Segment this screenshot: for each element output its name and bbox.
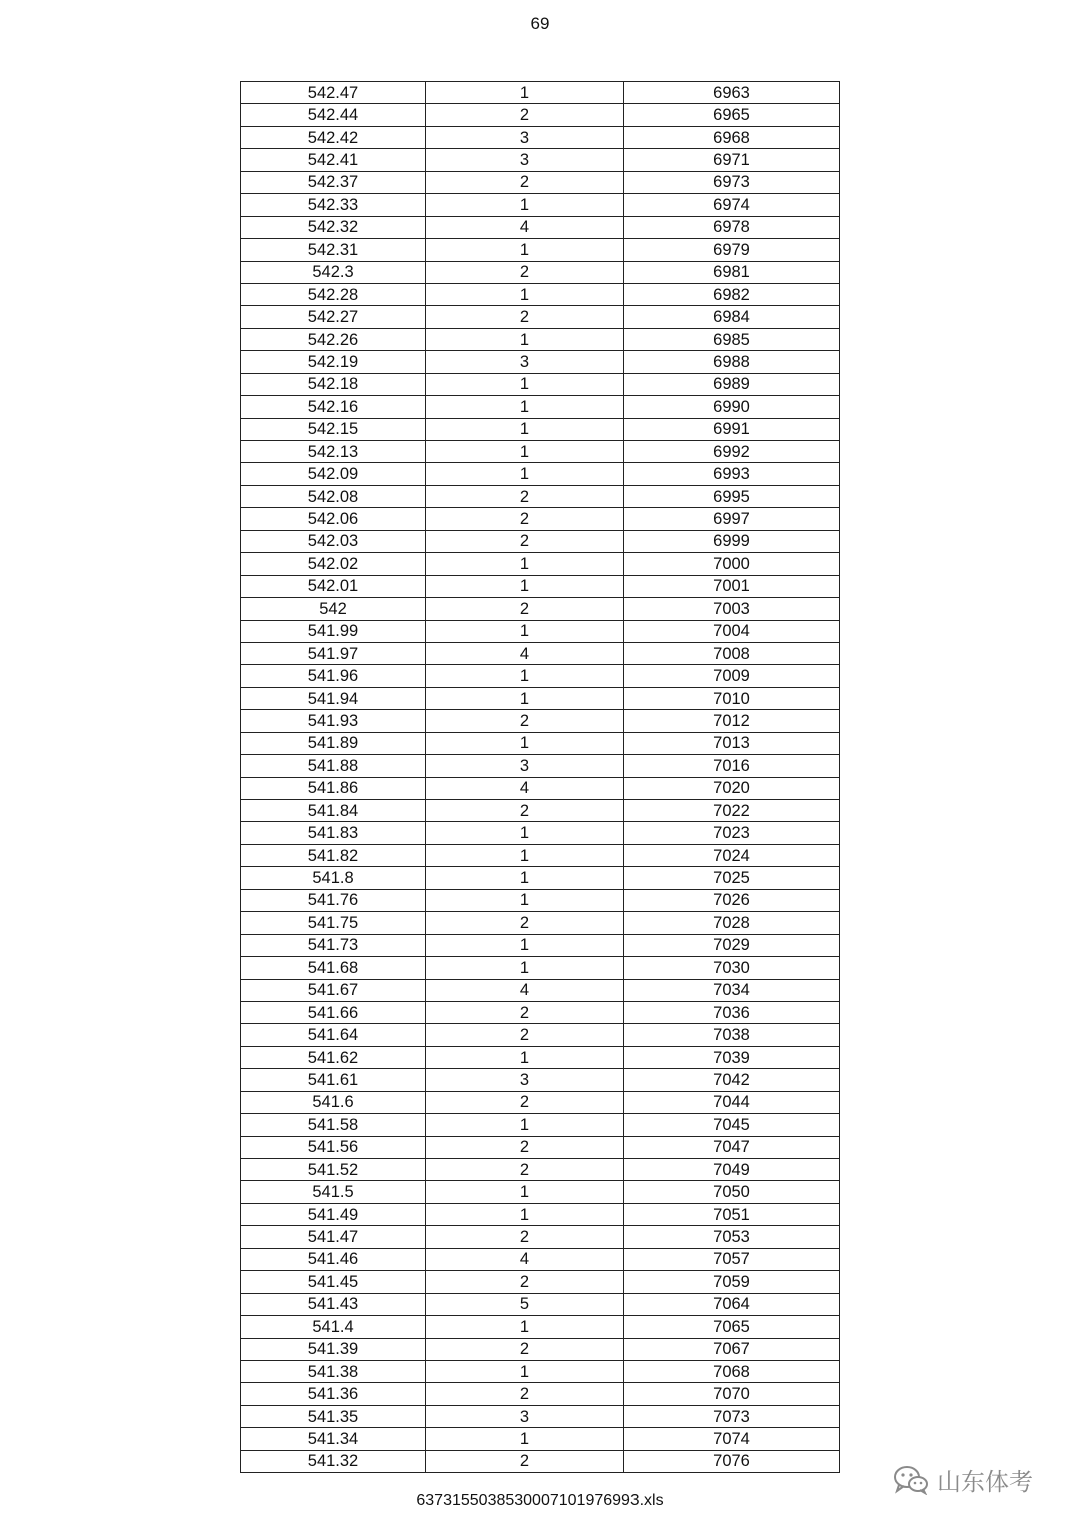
cumulative-cell: 7003 bbox=[624, 598, 840, 620]
cumulative-cell: 7000 bbox=[624, 553, 840, 575]
score-cell: 541.96 bbox=[241, 665, 426, 687]
score-cell: 541.76 bbox=[241, 889, 426, 911]
score-cell: 541.5 bbox=[241, 1181, 426, 1203]
watermark bbox=[893, 1462, 1033, 1497]
count-cell: 2 bbox=[426, 1136, 624, 1158]
count-cell: 1 bbox=[426, 1428, 624, 1450]
count-cell: 3 bbox=[426, 126, 624, 148]
table-row bbox=[241, 82, 840, 104]
cumulative-cell: 7064 bbox=[624, 1293, 840, 1315]
table-row bbox=[241, 732, 840, 754]
count-cell: 2 bbox=[426, 1226, 624, 1248]
watermark-text: 山东体考 bbox=[937, 1468, 1033, 1496]
table-row bbox=[241, 441, 840, 463]
cumulative-cell: 7012 bbox=[624, 710, 840, 732]
score-cell: 542.3 bbox=[241, 261, 426, 283]
cumulative-cell: 7057 bbox=[624, 1248, 840, 1270]
table-row bbox=[241, 934, 840, 956]
table-row bbox=[241, 396, 840, 418]
score-cell: 542.32 bbox=[241, 216, 426, 238]
score-cell: 541.47 bbox=[241, 1226, 426, 1248]
cumulative-cell: 6982 bbox=[624, 283, 840, 305]
cumulative-cell: 7068 bbox=[624, 1360, 840, 1382]
cumulative-cell: 6974 bbox=[624, 194, 840, 216]
score-cell: 541.75 bbox=[241, 912, 426, 934]
count-cell: 1 bbox=[426, 283, 624, 305]
score-cell: 542.19 bbox=[241, 351, 426, 373]
table-row bbox=[241, 957, 840, 979]
score-cell: 542.28 bbox=[241, 283, 426, 305]
cumulative-cell: 7009 bbox=[624, 665, 840, 687]
table-row bbox=[241, 1024, 840, 1046]
count-cell: 4 bbox=[426, 777, 624, 799]
table-row bbox=[241, 777, 840, 799]
count-cell: 1 bbox=[426, 194, 624, 216]
table-row bbox=[241, 710, 840, 732]
count-cell: 1 bbox=[426, 1203, 624, 1225]
cumulative-cell: 7023 bbox=[624, 822, 840, 844]
table-row bbox=[241, 1046, 840, 1068]
table-row bbox=[241, 261, 840, 283]
score-cell: 541.45 bbox=[241, 1271, 426, 1293]
cumulative-cell: 7059 bbox=[624, 1271, 840, 1293]
count-cell: 1 bbox=[426, 889, 624, 911]
cumulative-cell: 6984 bbox=[624, 306, 840, 328]
count-cell: 2 bbox=[426, 104, 624, 126]
score-cell: 541.61 bbox=[241, 1069, 426, 1091]
cumulative-cell: 7042 bbox=[624, 1069, 840, 1091]
count-cell: 4 bbox=[426, 979, 624, 1001]
table-row bbox=[241, 1203, 840, 1225]
score-cell: 541.88 bbox=[241, 755, 426, 777]
footer-filename: 637315503853000710197699З.xls bbox=[416, 1492, 664, 1509]
table-row bbox=[241, 1114, 840, 1136]
score-cell: 541.46 bbox=[241, 1248, 426, 1270]
cumulative-cell: 6973 bbox=[624, 171, 840, 193]
cumulative-cell: 6999 bbox=[624, 530, 840, 552]
cumulative-cell: 7022 bbox=[624, 800, 840, 822]
cumulative-cell: 6988 bbox=[624, 351, 840, 373]
cumulative-cell: 6979 bbox=[624, 239, 840, 261]
cumulative-cell: 7010 bbox=[624, 687, 840, 709]
score-cell: 541.89 bbox=[241, 732, 426, 754]
table-row bbox=[241, 1226, 840, 1248]
count-cell: 1 bbox=[426, 844, 624, 866]
table-row bbox=[241, 844, 840, 866]
count-cell: 1 bbox=[426, 575, 624, 597]
score-cell: 541.62 bbox=[241, 1046, 426, 1068]
table-row bbox=[241, 642, 840, 664]
count-cell: 2 bbox=[426, 261, 624, 283]
score-table bbox=[240, 81, 840, 1473]
cumulative-cell: 6981 bbox=[624, 261, 840, 283]
score-cell: 541.67 bbox=[241, 979, 426, 1001]
count-cell: 1 bbox=[426, 328, 624, 350]
table-row bbox=[241, 822, 840, 844]
score-cell: 541.68 bbox=[241, 957, 426, 979]
score-cell: 541.66 bbox=[241, 1001, 426, 1023]
count-cell: 2 bbox=[426, 508, 624, 530]
count-cell: 5 bbox=[426, 1293, 624, 1315]
cumulative-cell: 7038 bbox=[624, 1024, 840, 1046]
score-cell: 542.37 bbox=[241, 171, 426, 193]
cumulative-cell: 7051 bbox=[624, 1203, 840, 1225]
cumulative-cell: 7073 bbox=[624, 1405, 840, 1427]
cumulative-cell: 7013 bbox=[624, 732, 840, 754]
cumulative-cell: 6978 bbox=[624, 216, 840, 238]
score-cell: 541.6 bbox=[241, 1091, 426, 1113]
cumulative-cell: 7024 bbox=[624, 844, 840, 866]
cumulative-cell: 6968 bbox=[624, 126, 840, 148]
table-row bbox=[241, 1159, 840, 1181]
cumulative-cell: 6989 bbox=[624, 373, 840, 395]
table-body bbox=[241, 82, 840, 1473]
score-cell: 542.02 bbox=[241, 553, 426, 575]
score-cell: 542.44 bbox=[241, 104, 426, 126]
cumulative-cell: 7029 bbox=[624, 934, 840, 956]
cumulative-cell: 7034 bbox=[624, 979, 840, 1001]
table-row bbox=[241, 1360, 840, 1382]
count-cell: 2 bbox=[426, 800, 624, 822]
cumulative-cell: 7067 bbox=[624, 1338, 840, 1360]
score-cell: 541.93 bbox=[241, 710, 426, 732]
table-row bbox=[241, 755, 840, 777]
table-row bbox=[241, 508, 840, 530]
table-row bbox=[241, 171, 840, 193]
table-row bbox=[241, 1316, 840, 1338]
table-row bbox=[241, 1001, 840, 1023]
score-cell: 541.35 bbox=[241, 1405, 426, 1427]
cumulative-cell: 6990 bbox=[624, 396, 840, 418]
table-row bbox=[241, 149, 840, 171]
table-row bbox=[241, 1405, 840, 1427]
cumulative-cell: 7053 bbox=[624, 1226, 840, 1248]
table-row bbox=[241, 575, 840, 597]
score-cell: 541.84 bbox=[241, 800, 426, 822]
score-cell: 541.52 bbox=[241, 1159, 426, 1181]
cumulative-cell: 7049 bbox=[624, 1159, 840, 1181]
count-cell: 1 bbox=[426, 1360, 624, 1382]
score-cell: 541.99 bbox=[241, 620, 426, 642]
count-cell: 2 bbox=[426, 1091, 624, 1113]
score-cell: 542.18 bbox=[241, 373, 426, 395]
table-row bbox=[241, 687, 840, 709]
score-cell: 541.49 bbox=[241, 1203, 426, 1225]
score-cell: 541.39 bbox=[241, 1338, 426, 1360]
table-row bbox=[241, 889, 840, 911]
score-cell: 541.73 bbox=[241, 934, 426, 956]
table-row bbox=[241, 373, 840, 395]
count-cell: 1 bbox=[426, 441, 624, 463]
score-cell: 542.47 bbox=[241, 82, 426, 104]
count-cell: 1 bbox=[426, 687, 624, 709]
score-cell: 541.43 bbox=[241, 1293, 426, 1315]
score-cell: 541.58 bbox=[241, 1114, 426, 1136]
count-cell: 1 bbox=[426, 239, 624, 261]
count-cell: 1 bbox=[426, 822, 624, 844]
table-row bbox=[241, 328, 840, 350]
cumulative-cell: 6997 bbox=[624, 508, 840, 530]
cumulative-cell: 7047 bbox=[624, 1136, 840, 1158]
cumulative-cell: 7001 bbox=[624, 575, 840, 597]
score-cell: 542.03 bbox=[241, 530, 426, 552]
count-cell: 2 bbox=[426, 710, 624, 732]
table-row bbox=[241, 1271, 840, 1293]
count-cell: 3 bbox=[426, 755, 624, 777]
table-row bbox=[241, 530, 840, 552]
table-row bbox=[241, 463, 840, 485]
score-cell: 542.01 bbox=[241, 575, 426, 597]
score-cell: 541.82 bbox=[241, 844, 426, 866]
score-cell: 541.8 bbox=[241, 867, 426, 889]
score-cell: 541.32 bbox=[241, 1450, 426, 1472]
count-cell: 2 bbox=[426, 598, 624, 620]
count-cell: 3 bbox=[426, 149, 624, 171]
score-cell: 541.86 bbox=[241, 777, 426, 799]
score-cell: 541.34 bbox=[241, 1428, 426, 1450]
cumulative-cell: 7036 bbox=[624, 1001, 840, 1023]
count-cell: 1 bbox=[426, 1181, 624, 1203]
table-row bbox=[241, 979, 840, 1001]
count-cell: 1 bbox=[426, 396, 624, 418]
score-cell: 542.41 bbox=[241, 149, 426, 171]
count-cell: 2 bbox=[426, 171, 624, 193]
score-cell: 541.36 bbox=[241, 1383, 426, 1405]
count-cell: 2 bbox=[426, 1338, 624, 1360]
cumulative-cell: 7065 bbox=[624, 1316, 840, 1338]
cumulative-cell: 7074 bbox=[624, 1428, 840, 1450]
count-cell: 1 bbox=[426, 1046, 624, 1068]
table-row bbox=[241, 620, 840, 642]
table-row bbox=[241, 1069, 840, 1091]
count-cell: 1 bbox=[426, 463, 624, 485]
count-cell: 1 bbox=[426, 418, 624, 440]
score-cell: 542.27 bbox=[241, 306, 426, 328]
score-cell: 542.06 bbox=[241, 508, 426, 530]
count-cell: 2 bbox=[426, 1024, 624, 1046]
table-row bbox=[241, 1383, 840, 1405]
count-cell: 1 bbox=[426, 620, 624, 642]
table-row bbox=[241, 553, 840, 575]
table-row bbox=[241, 1428, 840, 1450]
count-cell: 1 bbox=[426, 82, 624, 104]
table-row bbox=[241, 1338, 840, 1360]
table-row bbox=[241, 1248, 840, 1270]
cumulative-cell: 6963 bbox=[624, 82, 840, 104]
score-cell: 542.33 bbox=[241, 194, 426, 216]
score-cell: 542.26 bbox=[241, 328, 426, 350]
table-row bbox=[241, 1091, 840, 1113]
cumulative-cell: 7016 bbox=[624, 755, 840, 777]
count-cell: 2 bbox=[426, 1001, 624, 1023]
table-row bbox=[241, 912, 840, 934]
table-row bbox=[241, 126, 840, 148]
count-cell: 1 bbox=[426, 373, 624, 395]
table-row bbox=[241, 351, 840, 373]
count-cell: 1 bbox=[426, 934, 624, 956]
cumulative-cell: 7044 bbox=[624, 1091, 840, 1113]
count-cell: 1 bbox=[426, 867, 624, 889]
count-cell: 2 bbox=[426, 306, 624, 328]
table-row bbox=[241, 867, 840, 889]
count-cell: 2 bbox=[426, 1159, 624, 1181]
table-row bbox=[241, 216, 840, 238]
cumulative-cell: 7008 bbox=[624, 642, 840, 664]
cumulative-cell: 7020 bbox=[624, 777, 840, 799]
count-cell: 4 bbox=[426, 1248, 624, 1270]
cumulative-cell: 7070 bbox=[624, 1383, 840, 1405]
cumulative-cell: 6993 bbox=[624, 463, 840, 485]
score-cell: 542.31 bbox=[241, 239, 426, 261]
score-cell: 541.64 bbox=[241, 1024, 426, 1046]
cumulative-cell: 7050 bbox=[624, 1181, 840, 1203]
count-cell: 2 bbox=[426, 530, 624, 552]
table-row bbox=[241, 418, 840, 440]
score-cell: 541.38 bbox=[241, 1360, 426, 1382]
cumulative-cell: 7028 bbox=[624, 912, 840, 934]
score-cell: 542.15 bbox=[241, 418, 426, 440]
cumulative-cell: 6971 bbox=[624, 149, 840, 171]
count-cell: 1 bbox=[426, 732, 624, 754]
table-row bbox=[241, 306, 840, 328]
count-cell: 4 bbox=[426, 216, 624, 238]
cumulative-cell: 7004 bbox=[624, 620, 840, 642]
score-cell: 542.42 bbox=[241, 126, 426, 148]
table-row bbox=[241, 1181, 840, 1203]
score-cell: 541.4 bbox=[241, 1316, 426, 1338]
count-cell: 2 bbox=[426, 485, 624, 507]
count-cell: 2 bbox=[426, 1450, 624, 1472]
count-cell: 3 bbox=[426, 1069, 624, 1091]
score-cell: 542.08 bbox=[241, 485, 426, 507]
table-row bbox=[241, 239, 840, 261]
score-cell: 541.83 bbox=[241, 822, 426, 844]
score-cell: 542 bbox=[241, 598, 426, 620]
score-cell: 541.56 bbox=[241, 1136, 426, 1158]
cumulative-cell: 7026 bbox=[624, 889, 840, 911]
score-cell: 542.16 bbox=[241, 396, 426, 418]
score-cell: 542.09 bbox=[241, 463, 426, 485]
count-cell: 2 bbox=[426, 1383, 624, 1405]
count-cell: 2 bbox=[426, 1271, 624, 1293]
cumulative-cell: 7025 bbox=[624, 867, 840, 889]
count-cell: 1 bbox=[426, 957, 624, 979]
table-row bbox=[241, 598, 840, 620]
cumulative-cell: 7030 bbox=[624, 957, 840, 979]
cumulative-cell: 6965 bbox=[624, 104, 840, 126]
count-cell: 3 bbox=[426, 1405, 624, 1427]
cumulative-cell: 6992 bbox=[624, 441, 840, 463]
count-cell: 1 bbox=[426, 665, 624, 687]
cumulative-cell: 6991 bbox=[624, 418, 840, 440]
table-row bbox=[241, 1293, 840, 1315]
cumulative-cell: 7076 bbox=[624, 1450, 840, 1472]
count-cell: 4 bbox=[426, 642, 624, 664]
table-row bbox=[241, 1450, 840, 1472]
table-row bbox=[241, 1136, 840, 1158]
table-row bbox=[241, 104, 840, 126]
wechat-icon bbox=[893, 1465, 929, 1495]
count-cell: 1 bbox=[426, 553, 624, 575]
cumulative-cell: 7039 bbox=[624, 1046, 840, 1068]
cumulative-cell: 6995 bbox=[624, 485, 840, 507]
cumulative-cell: 7045 bbox=[624, 1114, 840, 1136]
count-cell: 3 bbox=[426, 351, 624, 373]
count-cell: 1 bbox=[426, 1316, 624, 1338]
page-number: 69 bbox=[530, 14, 550, 33]
count-cell: 2 bbox=[426, 912, 624, 934]
count-cell: 1 bbox=[426, 1114, 624, 1136]
table-row bbox=[241, 485, 840, 507]
score-cell: 542.13 bbox=[241, 441, 426, 463]
score-cell: 541.94 bbox=[241, 687, 426, 709]
table-row bbox=[241, 194, 840, 216]
score-cell: 541.97 bbox=[241, 642, 426, 664]
table-row bbox=[241, 283, 840, 305]
table-row bbox=[241, 665, 840, 687]
table-row bbox=[241, 800, 840, 822]
cumulative-cell: 6985 bbox=[624, 328, 840, 350]
